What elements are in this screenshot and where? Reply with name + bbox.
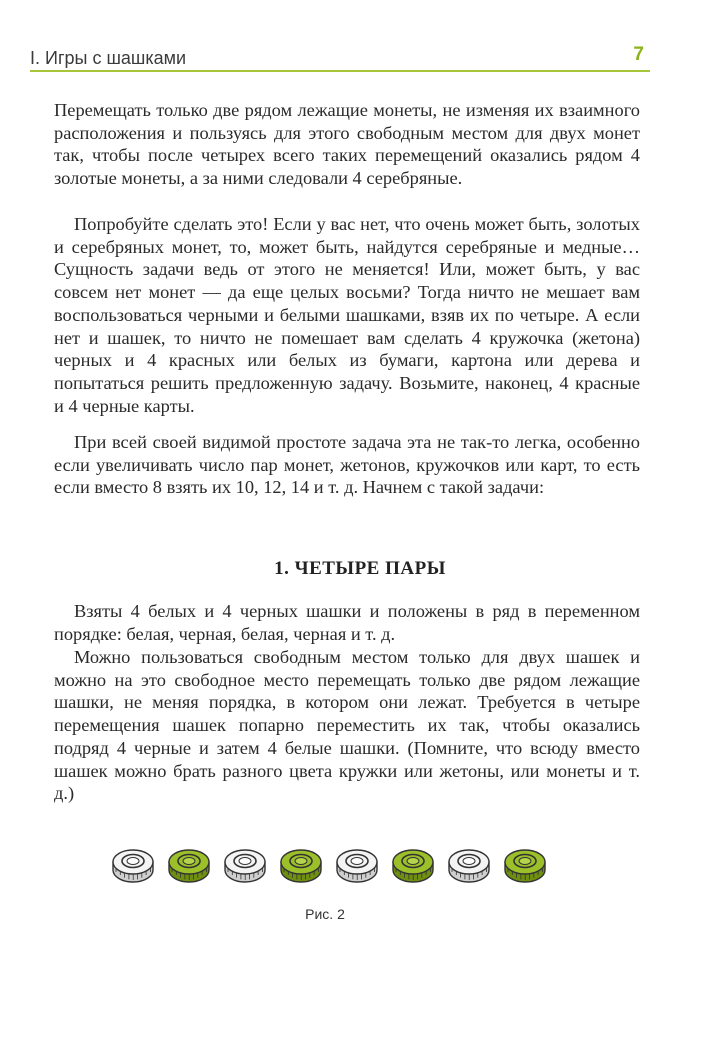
green-checker-icon — [502, 842, 548, 886]
paragraph-2: Попробуйте сделать это! Если у вас нет, что очень может быть, золотых и серебряных монет, то, может быть, найдутся серебряные и медные… Сущность задачи ведь от этого не меняется! Или, может быть, у вас совсем нет монет — да еще целых восьми? Тогда ничто не мешает вам воспользоваться черными и белыми шашками, взяв их по четыре. А если нет и шашек, то ничто не помешает вам сделать 4 кружочка (жетона) черных и 4 красных или белых из бумаги, картона или дерева и попытаться решить предложенную задачу. Возьмите, наконец, 4 красные и 4 черные карты. — [54, 214, 640, 416]
section-paragraph-1: Взяты 4 белых и 4 черных шашки и положены в ряд в переменном порядке: белая, черная, белая, черная и т. д. — [54, 601, 640, 644]
figure-checkers-row — [110, 842, 550, 892]
chapter-title: I. Игры с шашками — [30, 48, 187, 68]
running-header — [30, 40, 650, 70]
figure-caption: Рис. 2 — [305, 906, 345, 922]
paragraph-3: При всей своей видимой простоте задача эта не так-то легка, особенно если увеличивать число пар монет, жетонов, кружочков или карт, то есть если вместо 8 взять их 10, 12, 14 и т. д. Начнем с такой задачи: — [54, 432, 640, 498]
white-checker-icon — [222, 842, 268, 886]
white-checker-icon — [110, 842, 156, 886]
white-checker-icon — [334, 842, 380, 886]
green-checker-icon — [166, 842, 212, 886]
header-rule — [30, 70, 650, 72]
paragraph-1: Перемещать только две рядом лежащие монеты, не изменяя их взаимного расположения и пользуясь для этого свободным местом для двух монет так, чтобы после четырех всего таких перемещений оказались рядом 4 золотые монеты, а за ними следовали 4 серебряные. — [54, 100, 640, 189]
page-number: 7 — [633, 44, 644, 65]
section-paragraph-2: Можно пользоваться свободным местом только для двух шашек и можно на это свободное место перемещать только две рядом лежащие шашки, не меняя порядка, в котором они лежат. Требуется в четыре перемещения шашек попарно переместить их так, чтобы оказались подряд 4 черные и затем 4 белые шашки. (Помните, что всюду вместо шашек можно брать разного цвета кружки или жетоны, или монеты и т. д.) — [54, 647, 640, 804]
green-checker-icon — [390, 842, 436, 886]
green-checker-icon — [278, 842, 324, 886]
white-checker-icon — [446, 842, 492, 886]
section-title: 1. ЧЕТЫРЕ ПАРЫ — [274, 558, 446, 579]
